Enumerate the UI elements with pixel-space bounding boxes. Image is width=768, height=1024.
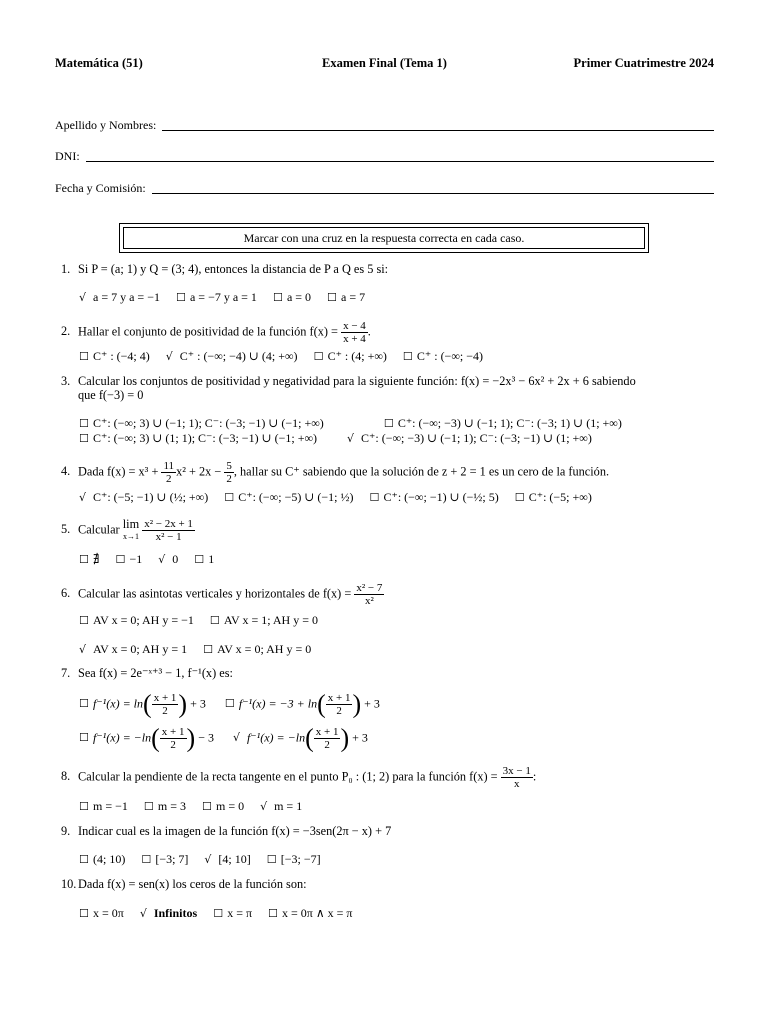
option-q9-3[interactable] [204,852,250,867]
option-text: [4; 10] [218,852,251,866]
name-label: Apellido y Nombres: [55,118,157,132]
option-text: a = −7 y a = 1 [189,290,257,304]
option-q1-1[interactable] [79,290,160,305]
checkmark-icon: √ [79,643,87,656]
option-text: C⁺: (−∞; 3) ∪ (1; 1); C⁻: (−3; −1) ∪ (−1; +∞) [93,431,318,445]
option-q9-2[interactable] [141,852,188,867]
checkmark-icon: √ [260,800,268,813]
option-text: C⁺ : (−∞; −4) [416,349,483,363]
date-line[interactable] [152,192,714,194]
option-q1-2[interactable] [176,290,257,305]
checkbox-icon: ☐ [272,291,283,304]
options-q6a [79,613,334,628]
option-q7-2[interactable]: ☐ f⁻¹(x) = −3 + ln( $\frac{x + 1}{2}$ ) + 3 [224,689,380,719]
option-q6-1[interactable] [79,613,194,628]
option-text: m = 3 [157,799,186,813]
checkbox-icon: ☐ [79,853,89,866]
option-text: AV x = 1; AH y = 0 [223,613,318,627]
checkbox-icon: ☐ [115,553,126,566]
option-q8-2[interactable] [144,799,186,814]
option-q9-4[interactable] [267,852,321,867]
question-1: 1. Si P = (a; 1) y Q = (3; 4), entonces la distancia de P a Q es 5 si: [61,262,389,276]
option-q3-4[interactable] [347,431,592,446]
checkbox-icon: ☐ [79,800,89,813]
option-text: C⁺: (−∞; 3) ∪ (−1; 1); C⁻: (−3; −1) ∪ (−1; +∞) [93,416,324,430]
option-q10-1[interactable] [79,906,124,921]
question-8: 8. Calcular la pendiente de la recta tangente en el punto P₀ : (1; 2) para la función f(x) = $\frac{3x - 1}{x}$ : [61,765,537,790]
instructions-text: Marcar con una cruz en la respuesta correcta en cada caso. [123,227,645,249]
options-q3a [79,416,682,431]
checkbox-icon: ☐ [383,417,394,430]
option-text: C⁺ : (−∞; −4) ∪ (4; +∞) [179,349,298,363]
name-line[interactable] [162,129,714,131]
checkmark-icon: √ [79,491,87,504]
option-text: C⁺: (−5; +∞) [528,490,592,504]
dni-field[interactable] [55,148,714,164]
checkbox-icon: ☐ [369,491,380,504]
checkbox-icon: ☐ [79,907,89,920]
question-7: 7. Sea f(x) = 2e⁻ˣ⁺³ − 1, f⁻¹(x) es: [61,666,233,680]
question-2: 2. Hallar el conjunto de positividad de la función f(x) = $\frac{x - 4}{x + 4}$ . [61,320,371,345]
option-q1-4[interactable] [327,290,365,305]
option-q5-3[interactable] [158,552,178,567]
checkbox-icon: ☐ [79,553,89,566]
option-q10-4[interactable] [268,906,352,921]
instructions-box [119,223,649,253]
option-text: AV x = 0; AH y = 1 [93,642,188,656]
option-q7-3[interactable]: ☐ f⁻¹(x) = −ln( $\frac{x + 1}{2}$ ) − 3 [79,723,214,753]
option-text: AV x = 0; AH y = 0 [217,642,312,656]
option-q7-4[interactable]: √ f⁻¹(x) = −ln( $\frac{x + 1}{2}$ ) + 3 [232,723,368,753]
option-text: x = 0π ∧ x = π [282,906,353,920]
option-q9-1[interactable] [79,852,125,867]
option-text: AV x = 0; AH y = −1 [93,613,194,627]
option-q4-3[interactable] [370,490,499,505]
option-q10-3[interactable] [213,906,252,921]
options-q2 [79,349,499,364]
option-text: C⁺: (−∞; −3) ∪ (−1; 1); C⁻: (−3; 1) ∪ (1; +∞) [397,416,622,430]
options-q3b [79,431,622,446]
option-q5-1[interactable] [79,552,100,567]
option-text: [−3; −7] [280,852,321,866]
option-text: 0 [172,552,179,566]
question-5: 5. Calcular lim x→1 $\frac{\text{x² − 2x + 1}}{\text{x² − 1}}$ [61,517,193,543]
option-text: ∄ [93,552,100,566]
option-q5-2[interactable] [116,552,143,567]
checkbox-icon: ☐ [143,800,154,813]
option-text: (4; 10) [93,852,126,866]
q7-fraction-4: $\frac{x + 1}{2}$ [315,726,339,751]
checkbox-icon: ☐ [224,491,235,504]
question-6: 6. Calcular las asintotas verticales y horizontales de f(x) = $\frac{\text{x² − 7}}{\text{x²}}$ [61,582,383,607]
checkmark-icon: √ [158,553,166,566]
option-text: [−3; 7] [155,852,189,866]
checkbox-icon: ☐ [141,853,152,866]
option-q6-2[interactable] [210,613,318,628]
option-q3-1[interactable] [79,416,324,431]
option-q6-3[interactable] [79,642,187,657]
options-q5 [79,552,230,567]
option-q10-2[interactable] [140,906,197,921]
checkbox-icon: ☐ [209,614,220,627]
option-q4-2[interactable] [224,490,353,505]
checkbox-icon: ☐ [175,291,186,304]
checkbox-icon: ☐ [201,800,212,813]
checkbox-icon: ☐ [79,614,89,627]
checkbox-icon: ☐ [213,907,224,920]
options-q1 [79,290,381,305]
options-q6b [79,642,327,657]
option-text: x = π [227,906,253,920]
option-q4-1[interactable] [79,490,208,505]
options-q4 [79,490,608,505]
option-text: 1 [208,552,215,566]
q4-fraction-2: $\frac{5}{2}$ [226,460,232,485]
option-text: m = −1 [93,799,128,813]
checkbox-icon: ☐ [79,417,89,430]
options-q9 [79,852,337,867]
option-q5-4[interactable] [194,552,214,567]
name-field[interactable] [55,117,714,133]
question-4: 4. Dada f(x) = x³ + $\frac{11}{2}$ x² + 2x − $\frac{5}{2}$ , hallar su C⁺ sabiendo que la solución de z + 2 = 1 es un cero de la función. [61,460,610,485]
q7-fraction-3: $\frac{x + 1}{2}$ [161,726,185,751]
option-q6-4[interactable] [203,642,311,657]
option-q1-3[interactable] [273,290,311,305]
checkmark-icon: √ [204,853,212,866]
exam-term: Primer Cuatrimestre 2024 [573,56,714,70]
checkbox-icon: ☐ [402,350,413,363]
checkbox-icon: ☐ [514,491,525,504]
option-q4-4[interactable] [515,490,592,505]
option-q7-1[interactable]: ☐ f⁻¹(x) = ln( $\frac{x + 1}{2}$ ) + 3 [79,689,206,719]
checkbox-icon: ☐ [327,291,337,304]
option-q8-1[interactable] [79,799,128,814]
checkbox-icon: ☐ [203,643,213,656]
course-name: Matemática (51) [55,56,143,70]
q8-fraction: $\frac{3x - 1}{x}$ [502,765,531,790]
option-text: C⁺ : (−4; 4) [93,349,150,363]
option-text: C⁺: (−5; −1) ∪ (½; +∞) [93,490,209,504]
q7-fraction-1: $\frac{x + 1}{2}$ [153,692,177,717]
checkmark-icon: √ [347,432,355,445]
question-3: 3. Calcular los conjuntos de positividad y negatividad para la siguiente función: f(x) = −2x³ − 6x² + 2x + 6 sabiendo [61,374,636,388]
option-q3-3[interactable] [79,431,317,446]
option-text: C⁺: (−∞; −1) ∪ (−½; 5) [383,490,499,504]
q4-fraction-1: $\frac{11}{2}$ [163,460,175,485]
option-q3-2[interactable] [384,416,622,431]
option-q2-1[interactable] [79,349,150,364]
checkbox-icon: ☐ [79,350,89,363]
checkbox-icon: ☐ [79,432,89,445]
q5-limit: lim x→1 [122,517,140,541]
question-9: 9. Indicar cual es la imagen de la función f(x) = −3sen(2π − x) + 7 [61,824,392,838]
option-text: −1 [129,552,143,566]
checkmark-icon: √ [79,291,87,304]
exam-header [55,56,714,72]
dni-label: DNI: [55,149,80,163]
checkbox-icon: ☐ [313,350,324,363]
option-text: a = 7 [341,290,366,304]
checkbox-icon: ☐ [266,853,277,866]
option-text: m = 1 [274,799,303,813]
checkbox-icon: ☐ [194,553,205,566]
dni-line[interactable] [86,160,714,162]
option-q2-3[interactable] [314,349,387,364]
option-text: Infinitos [153,906,198,920]
checkmark-icon: √ [165,350,173,363]
option-q8-4[interactable] [260,799,302,814]
q5-fraction: $\frac{\text{x² − 2x + 1}}{\text{x² − 1}}$ [144,518,193,543]
checkmark-icon: √ [139,907,147,920]
option-q2-4[interactable] [403,349,483,364]
options-q10 [79,906,368,921]
checkbox-icon: ☐ [268,907,278,920]
q6-fraction: $\frac{\text{x² − 7}}{\text{x²}}$ [356,582,383,607]
option-text: C⁺: (−∞; −5) ∪ (−1; ½) [238,490,354,504]
q7-fraction-2: $\frac{x + 1}{2}$ [327,692,351,717]
option-text: C⁺: (−∞; −3) ∪ (−1; 1); C⁻: (−3; −1) ∪ (1; +∞) [361,431,592,445]
option-q2-2[interactable] [166,349,298,364]
option-q8-3[interactable] [202,799,244,814]
option-text: a = 0 [286,290,312,304]
date-label: Fecha y Comisión: [55,181,146,195]
option-text: a = 7 y a = −1 [93,290,160,304]
question-3-cont: que f(−3) = 0 [78,388,144,402]
option-text: C⁺ : (4; +∞) [327,349,387,363]
q2-fraction: $\frac{x - 4}{x + 4}$ [343,320,366,345]
question-10: 10. Dada f(x) = sen(x) los ceros de la función son: [61,877,307,891]
options-q7a [79,689,396,719]
options-q8 [79,799,318,814]
date-field[interactable] [55,180,714,196]
option-text: x = 0π [93,906,124,920]
option-text: m = 0 [215,799,245,813]
exam-title: Examen Final (Tema 1) [322,56,447,70]
options-q7b [79,723,384,753]
